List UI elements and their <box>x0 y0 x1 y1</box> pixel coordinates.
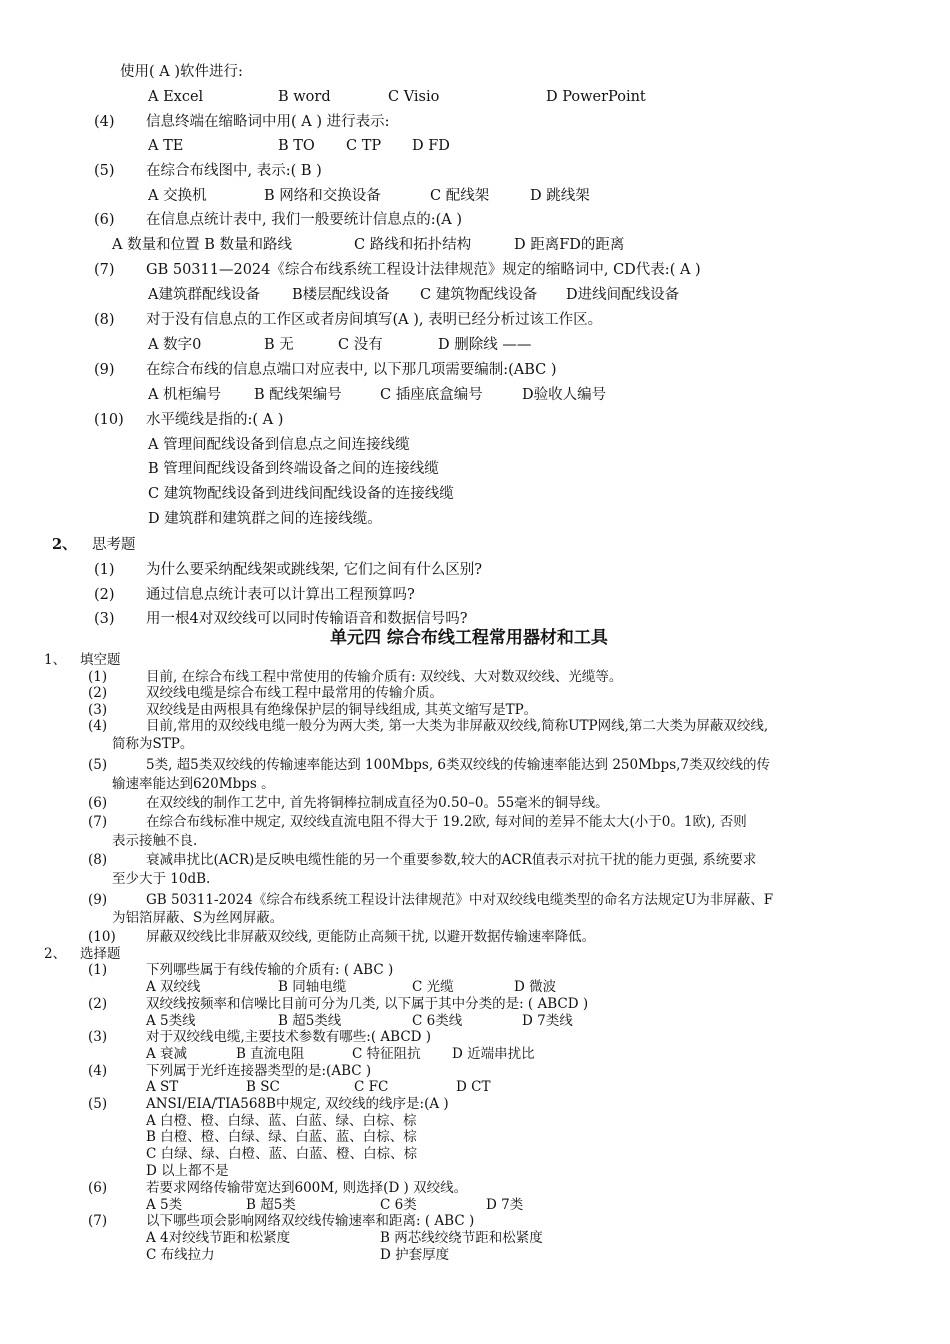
q3-option-a: A Excel <box>148 89 204 105</box>
q4-option-b: B TO <box>278 138 315 154</box>
choice-1-option-d: D 微波 <box>514 979 557 995</box>
fill-4-continuation: 简称为STP。 <box>112 736 194 752</box>
q8-option-d: D 删除线 —— <box>438 337 532 353</box>
q9-text: 在综合布线的信息点端口对应表中, 以下那几项需要编制:(ABC ) <box>146 362 557 378</box>
q7-number: (7) <box>94 262 115 278</box>
fill-3-number: (3) <box>88 702 108 718</box>
choice-6-option-a: A 5类 <box>146 1197 183 1213</box>
choice-7-option-a: A 4对绞线节距和松紧度 <box>146 1230 291 1246</box>
section-2-number: 2、 <box>52 536 77 553</box>
fill-7-text: 在综合布线标准中规定, 双绞线直流电阻不得大于 19.2欧, 每对间的差异不能太大(小于0。1欧), 否则 <box>146 814 747 830</box>
fill-4-text: 目前,常用的双绞线电缆一般分为两大类, 第一大类为非屏蔽双绞线,简称UTP网线,第二大类为屏蔽双绞线, <box>146 718 769 734</box>
q8-text: 对于没有信息点的工作区或者房间填写(A ), 表明已经分析过该工作区。 <box>146 312 603 328</box>
q9-option-a: A 机柜编号 <box>148 387 222 403</box>
think-1-number: (1) <box>94 562 115 578</box>
q4-option-d: D FD <box>412 138 450 154</box>
unit4-section-1-title: 填空题 <box>80 652 121 668</box>
fill-6-text: 在双绞线的制作工艺中, 首先将铜棒拉制成直径为0.50–0。55毫米的铜导线。 <box>146 795 609 811</box>
fill-6-number: (6) <box>88 795 108 811</box>
q6-option-ab: A 数量和位置 B 数量和路线 <box>112 237 292 253</box>
choice-4-text: 下列属于光纤连接器类型的是:(ABC ) <box>146 1063 372 1079</box>
choice-6-number: (6) <box>88 1180 108 1196</box>
q4-option-c: C TP <box>346 138 382 154</box>
q6-text: 在信息点统计表中, 我们一般要统计信息点的:(A ) <box>146 212 462 228</box>
choice-7-number: (7) <box>88 1213 108 1229</box>
choice-1-option-a: A 双绞线 <box>146 979 201 995</box>
fill-9-continuation: 为铝箔屏蔽、S为丝网屏蔽。 <box>112 910 284 926</box>
fill-10-number: (10) <box>88 929 116 945</box>
q5-option-a: A 交换机 <box>148 188 207 204</box>
choice-1-number: (1) <box>88 962 108 978</box>
choice-2-option-a: A 5类线 <box>146 1013 196 1029</box>
choice-7-option-c: C 布线拉力 <box>146 1247 215 1263</box>
q10-option-d: D 建筑群和建筑群之间的连接线缆。 <box>148 511 382 527</box>
choice-5-option-a: A 白橙、橙、白绿、蓝、白蓝、绿、白棕、棕 <box>146 1113 417 1129</box>
choice-2-number: (2) <box>88 996 108 1012</box>
q8-option-c: C 没有 <box>338 337 383 353</box>
fill-2-number: (2) <box>88 685 108 701</box>
q5-option-b: B 网络和交换设备 <box>264 188 381 204</box>
fill-4-number: (4) <box>88 718 108 734</box>
choice-1-option-c: C 光缆 <box>412 979 454 995</box>
q7-option-c: C 建筑物配线设备 <box>420 287 538 303</box>
q9-option-d: D验收人编号 <box>522 387 607 403</box>
unit4-title: 单元四 综合布线工程常用器材和工具 <box>330 628 608 648</box>
fill-1-text: 目前, 在综合布线工程中常使用的传输介质有: 双绞线、大对数双绞线、光缆等。 <box>146 669 623 685</box>
choice-5-number: (5) <box>88 1096 108 1112</box>
q6-number: (6) <box>94 212 115 228</box>
think-2-number: (2) <box>94 587 115 603</box>
choice-4-option-d: D CT <box>456 1079 491 1095</box>
choice-2-option-c: C 6类线 <box>412 1013 463 1029</box>
fill-3-text: 双绞线是由两根具有绝缘保护层的铜导线组成, 其英文缩写是TP。 <box>146 702 538 718</box>
q7-option-a: A建筑群配线设备 <box>148 287 260 303</box>
q3-option-c: C Visio <box>388 89 440 105</box>
fill-9-number: (9) <box>88 892 108 908</box>
fill-5-continuation: 输速率能达到620Mbps 。 <box>112 776 275 792</box>
q4-option-a: A TE <box>148 138 184 154</box>
q10-option-a: A 管理间配线设备到信息点之间连接线缆 <box>148 437 410 453</box>
q10-number: (10) <box>94 412 124 428</box>
q10-text: 水平缆线是指的:( A ) <box>146 412 284 428</box>
choice-3-text: 对于双绞线电缆,主要技术参数有哪些:( ABCD ) <box>146 1029 432 1045</box>
choice-3-option-c: C 特征阻抗 <box>352 1046 421 1062</box>
q7-option-b: B楼层配线设备 <box>292 287 390 303</box>
fill-5-text: 5类, 超5类双绞线的传输速率能达到 100Mbps, 6类双绞线的传输速率能达到 250Mbps,7类双绞线的传 <box>146 757 770 773</box>
choice-6-text: 若要求网络传输带宽达到600M, 则选择(D ) 双绞线。 <box>146 1180 468 1196</box>
fill-7-number: (7) <box>88 814 108 830</box>
think-3-text: 用一根4对双绞线可以同时传输语音和数据信号吗? <box>146 611 468 627</box>
choice-2-option-d: D 7类线 <box>522 1013 573 1029</box>
fill-10-text: 屏蔽双绞线比非屏蔽双绞线, 更能防止高频干扰, 以避开数据传输速率降低。 <box>146 929 596 945</box>
q8-option-a: A 数字0 <box>148 337 202 353</box>
section-2-title: 思考题 <box>92 537 136 553</box>
think-1-text: 为什么要采纳配线架或跳线架, 它们之间有什么区别? <box>146 562 482 578</box>
fill-8-continuation: 至少大于 10dB. <box>112 871 211 887</box>
choice-3-number: (3) <box>88 1029 108 1045</box>
q5-option-c: C 配线架 <box>430 188 490 204</box>
q10-option-c: C 建筑物配线设备到进线间配线设备的连接线缆 <box>148 486 454 502</box>
choice-7-option-b: B 两芯线绞绕节距和松紧度 <box>380 1230 543 1246</box>
q9-option-c: C 插座底盒编号 <box>380 387 483 403</box>
q6-option-c: C 路线和拓扑结构 <box>354 237 472 253</box>
q4-text: 信息终端在缩略词中用( A ) 进行表示: <box>146 114 390 130</box>
q3-tail: 使用( A )软件进行: <box>120 64 243 80</box>
q3-option-d: D PowerPoint <box>546 89 646 105</box>
think-3-number: (3) <box>94 611 115 627</box>
choice-5-option-d: D 以上都不是 <box>146 1163 229 1179</box>
unit4-section-1-number: 1、 <box>44 652 67 668</box>
think-2-text: 通过信息点统计表可以计算出工程预算吗? <box>146 587 415 603</box>
choice-4-option-b: B SC <box>246 1079 280 1095</box>
choice-7-option-d: D 护套厚度 <box>380 1247 450 1263</box>
fill-5-number: (5) <box>88 757 108 773</box>
fill-8-number: (8) <box>88 852 108 868</box>
choice-7-text: 以下哪些项会影响网络双绞线传输速率和距离: ( ABC ) <box>146 1213 475 1229</box>
q5-text: 在综合布线图中, 表示:( B ) <box>146 163 322 179</box>
q7-text: GB 50311—2024《综合布线系统工程设计法律规范》规定的缩略词中, CD代表:( A ) <box>146 262 701 278</box>
fill-2-text: 双绞线电缆是综合布线工程中最常用的传输介质。 <box>146 685 443 701</box>
q8-option-b: B 无 <box>264 337 294 353</box>
q9-option-b: B 配线架编号 <box>254 387 342 403</box>
choice-1-text: 下列哪些属于有线传输的介质有: ( ABC ) <box>146 962 394 978</box>
q7-option-d: D进线间配线设备 <box>566 287 680 303</box>
choice-4-option-c: C FC <box>354 1079 389 1095</box>
choice-6-option-c: C 6类 <box>380 1197 417 1213</box>
unit4-section-2-title: 选择题 <box>80 946 121 962</box>
q8-number: (8) <box>94 312 115 328</box>
q4-number: (4) <box>94 114 115 130</box>
fill-8-text: 衰减串扰比(ACR)是反映电缆性能的另一个重要参数,较大的ACR值表示对抗干扰的能力更强, 系统要求 <box>146 852 757 868</box>
q5-option-d: D 跳线架 <box>530 188 590 204</box>
choice-4-option-a: A ST <box>146 1079 179 1095</box>
choice-5-option-c: C 白绿、绿、白橙、蓝、白蓝、橙、白棕、棕 <box>146 1146 418 1162</box>
q3-option-b: B word <box>278 89 331 105</box>
choice-2-text: 双绞线按频率和信噪比目前可分为几类, 以下属于其中分类的是: ( ABCD ) <box>146 996 589 1012</box>
choice-5-text: ANSI/EIA/TIA568B中规定, 双绞线的线序是:(A ) <box>146 1096 449 1112</box>
q10-option-b: B 管理间配线设备到终端设备之间的连接线缆 <box>148 461 439 477</box>
choice-1-option-b: B 同轴电缆 <box>278 979 347 995</box>
choice-5-option-b: B 白橙、橙、白绿、绿、白蓝、蓝、白棕、棕 <box>146 1129 417 1145</box>
fill-1-number: (1) <box>88 669 108 685</box>
choice-3-option-b: B 直流电阻 <box>236 1046 305 1062</box>
choice-2-option-b: B 超5类线 <box>278 1013 342 1029</box>
q5-number: (5) <box>94 163 115 179</box>
fill-9-text: GB 50311-2024《综合布线系统工程设计法律规范》中对双绞线电缆类型的命名方法规定U为非屏蔽、F <box>146 892 774 908</box>
choice-3-option-d: D 近端串扰比 <box>452 1046 535 1062</box>
choice-4-number: (4) <box>88 1063 108 1079</box>
q9-number: (9) <box>94 362 115 378</box>
choice-6-option-d: D 7类 <box>486 1197 524 1213</box>
fill-7-continuation: 表示接触不良. <box>112 833 198 849</box>
unit4-section-2-number: 2、 <box>44 946 67 962</box>
choice-3-option-a: A 衰减 <box>146 1046 188 1062</box>
choice-6-option-b: B 超5类 <box>246 1197 296 1213</box>
q6-option-d: D 距离FD的距离 <box>514 237 625 253</box>
